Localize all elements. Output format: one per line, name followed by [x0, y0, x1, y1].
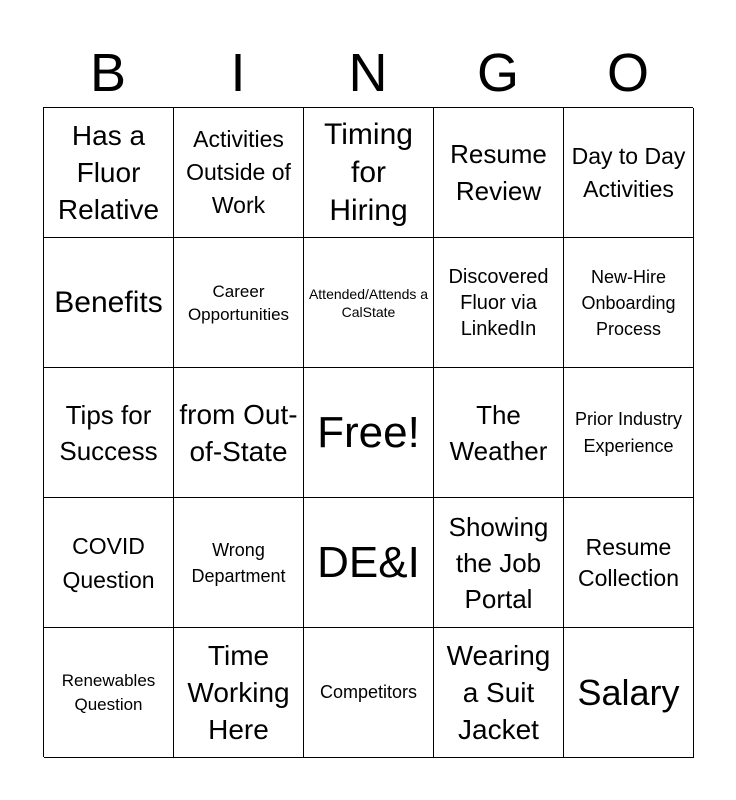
bingo-cell[interactable]	[304, 628, 434, 758]
bingo-board	[43, 107, 693, 757]
bingo-cell[interactable]	[434, 498, 564, 628]
bingo-cell[interactable]	[564, 498, 694, 628]
cell-text: from Out-of-State	[179, 398, 298, 467]
cell-text: Timing for Hiring	[324, 117, 413, 227]
cell-text: DE&I	[317, 537, 420, 587]
header-letter-n: N	[348, 43, 388, 103]
bingo-cell[interactable]	[304, 498, 434, 628]
cell-text: Wrong Department	[191, 539, 286, 586]
bingo-cell[interactable]	[174, 368, 304, 498]
bingo-cell[interactable]	[434, 238, 564, 368]
bingo-cell[interactable]	[304, 238, 434, 368]
free-space-label: Free!	[317, 407, 420, 457]
cell-text: Resume Collection	[578, 533, 679, 591]
bingo-cell[interactable]	[174, 108, 304, 238]
cell-text: Tips for Success	[59, 399, 158, 466]
bingo-cell[interactable]	[564, 368, 694, 498]
bingo-cell[interactable]	[44, 628, 174, 758]
free-space[interactable]	[304, 368, 434, 498]
bingo-cell[interactable]	[174, 628, 304, 758]
bingo-cell[interactable]	[434, 628, 564, 758]
cell-text: Resume Review	[450, 138, 547, 206]
cell-text: Benefits	[54, 285, 163, 319]
bingo-cell[interactable]	[434, 108, 564, 238]
bingo-header	[43, 38, 693, 108]
bingo-cell[interactable]	[564, 628, 694, 758]
cell-text: The Weather	[449, 399, 548, 466]
bingo-cell[interactable]	[44, 108, 174, 238]
header-letter-g: G	[476, 43, 519, 103]
bingo-cell[interactable]	[44, 498, 174, 628]
bingo-cell[interactable]	[434, 368, 564, 498]
cell-text: Time Working Here	[187, 640, 290, 745]
bingo-cell[interactable]	[44, 238, 174, 368]
bingo-cell[interactable]	[564, 108, 694, 238]
cell-text: Career Opportunities	[187, 281, 290, 324]
bingo-cell[interactable]	[174, 238, 304, 368]
bingo-cell[interactable]	[304, 108, 434, 238]
bingo-cell[interactable]	[564, 238, 694, 368]
cell-text: Discovered Fluor via LinkedIn	[448, 265, 549, 340]
cell-text: Showing the Job Portal	[448, 511, 549, 614]
cell-text: Renewables Question	[61, 670, 156, 714]
bingo-cell[interactable]	[44, 368, 174, 498]
cell-text: New-Hire Onboarding Process	[581, 266, 676, 339]
cell-text: COVID Question	[62, 532, 155, 593]
cell-text: Prior Industry Experience	[574, 408, 683, 456]
bingo-cell[interactable]	[174, 498, 304, 628]
header-letter-b: B	[89, 43, 127, 103]
cell-text: Competitors	[319, 682, 418, 702]
header-letter-i: I	[230, 43, 246, 103]
cell-text: Wearing a Suit Jacket	[446, 640, 551, 745]
cell-text: Attended/Attends a CalState	[308, 285, 429, 320]
cell-text: Salary	[577, 671, 680, 713]
cell-text: Activities Outside of Work	[186, 126, 291, 218]
header-letter-o: O	[606, 43, 649, 103]
cell-text: Day to Day Activities	[571, 142, 686, 202]
cell-text: Has a Fluor Relative	[57, 120, 160, 225]
